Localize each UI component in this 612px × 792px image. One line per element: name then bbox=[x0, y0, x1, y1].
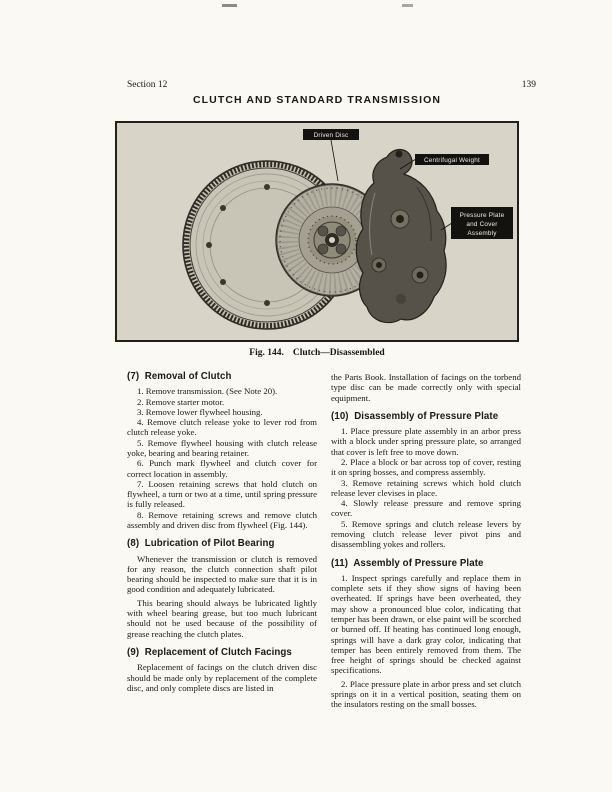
pressure-plate-label-line2: and Cover bbox=[466, 221, 498, 228]
scan-artifact-mark bbox=[222, 4, 237, 7]
driven-disc-label: Driven Disc bbox=[313, 132, 349, 139]
page-header bbox=[127, 80, 536, 90]
section-9-continuation: the Parts Book. Installation of facings on the torbend type disc can be made correctly only with special equipment. bbox=[331, 372, 521, 403]
section-10-step: 1. Place pressure plate assembly in an arbor press with a block under spring pressure plate, so arranged that cover is left free to move down. bbox=[331, 426, 521, 457]
section-10-step: 4. Slowly release pressure and remove spring cover. bbox=[331, 498, 521, 519]
figure-caption bbox=[115, 348, 519, 358]
section-7-step: 8. Remove retaining screws and remove clutch assembly and driven disc from flywheel (Fig. 144). bbox=[127, 509, 317, 530]
section-7-step: 1. Remove transmission. (See Note 20). bbox=[137, 386, 278, 397]
figure-clutch-disassembled bbox=[115, 121, 519, 342]
section-8-paragraph: Whenever the transmission or clutch is removed for any reason, the clutch connection shaft pilot bearing should be inspected to make sure that it is in good condition and adequately lubricated. bbox=[127, 553, 317, 595]
clutch-illustration bbox=[117, 123, 517, 340]
pressure-plate-illustration bbox=[356, 150, 446, 323]
right-column bbox=[331, 371, 521, 713]
centrifugal-weight-label: Centrifugal Weight bbox=[423, 157, 481, 164]
section-11-step: 1. Inspect springs carefully and replace them in complete sets if they show signs of having been overheated. If springs have been overheated, they may show a pronounced blue color, indicating that temper has been drawn, or else paint will be scorched or burned off. If heating has continued long enough, springs will have a dark gray color, indicating that temper has been entirely removed from them. The free height of springs should be checked against specifications. bbox=[331, 572, 521, 676]
section-8-heading: (8) Lubrication of Pilot Bearing bbox=[127, 538, 275, 550]
section-10-heading: (10) Disassembly of Pressure Plate bbox=[331, 410, 499, 422]
section-7-step: 3. Remove lower flywheel housing. bbox=[137, 406, 263, 417]
section-8-paragraph: This bearing should always be lubricated lightly with wheel bearing grease, but too much lubricant should not be used because of the possibility of grease reaching the clutch plates. bbox=[127, 597, 317, 639]
callout-pressure-plate bbox=[441, 207, 513, 239]
section-9-paragraph: Replacement of facings on the clutch driven disc should be made only by replacement of the complete disc, and only complete discs are listed in bbox=[127, 662, 317, 693]
section-10-step: 2. Place a block or bar across top of cover, resting it on spring bosses, and compress assembly. bbox=[331, 457, 521, 478]
section-10-step: 5. Remove springs and clutch release levers by removing clutch release lever pivot pins and disassembling yokes and rollers. bbox=[331, 518, 521, 550]
pressure-plate-label-line1: Pressure Plate bbox=[459, 212, 505, 219]
page-number: 139 bbox=[521, 80, 536, 90]
scan-artifact-mark bbox=[402, 4, 413, 7]
section-7-step: 4. Remove clutch release yoke to lever rod from clutch release yoke. bbox=[127, 417, 317, 438]
figure-title: Clutch—Disassembled bbox=[292, 348, 385, 358]
section-7-step: 7. Loosen retaining screws that hold clutch on flywheel, a turn or two at a time, until spring pressure is fully released. bbox=[127, 478, 317, 510]
figure-number: Fig. 144. bbox=[249, 348, 284, 358]
text-columns bbox=[127, 371, 521, 713]
callout-centrifugal-weight bbox=[400, 154, 489, 169]
pressure-plate-label-line3: Assembly bbox=[467, 230, 497, 237]
section-11-heading: (11) Assembly of Pressure Plate bbox=[331, 557, 484, 569]
section-9-heading: (9) Replacement of Clutch Facings bbox=[127, 646, 292, 658]
section-7-step: 6. Punch mark flywheel and clutch cover for correct location in assembly. bbox=[127, 458, 317, 479]
section-7-heading: (7) Removal of Clutch bbox=[127, 371, 232, 382]
section-11-step: 2. Place pressure plate in arbor press and set clutch springs on it in a vertical position, seating them on the insulators resting on the small bosses. bbox=[331, 678, 521, 710]
section-7-step: 2. Remove starter motor. bbox=[137, 396, 225, 407]
left-column bbox=[127, 371, 317, 713]
section-10-step: 3. Remove retaining screws which hold clutch release lever clevises in place. bbox=[331, 477, 521, 498]
section-label: Section 12 bbox=[127, 80, 168, 90]
section-7-step: 5. Remove flywheel housing with clutch release yoke, bearing and bearing retainer. bbox=[127, 437, 317, 459]
page-title: CLUTCH AND STANDARD TRANSMISSION bbox=[192, 94, 442, 106]
